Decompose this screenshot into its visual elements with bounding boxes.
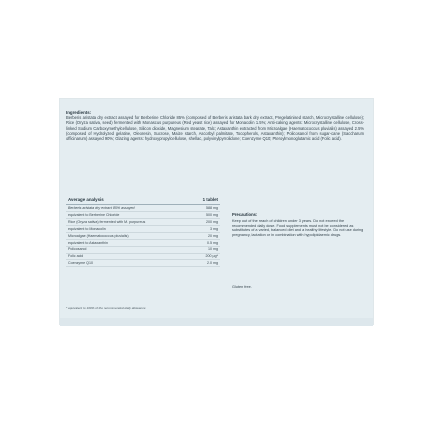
- precautions-title: Precautions:: [232, 212, 258, 217]
- analysis-footnote: * equivalent to 100% of the recommended daily allowance: [66, 306, 146, 310]
- table-row: [66, 253, 220, 260]
- row-name: Berberis aristata dry extract 85% assayed: [66, 205, 194, 212]
- table-row: [66, 260, 220, 267]
- row-name: Folic acid: [66, 253, 194, 260]
- table-row: [66, 212, 220, 219]
- ingredients-text: Berberis aristata dry extract assayed for Berberine Chloride 85% (composed of Berberis aristata bark dry extract, Pregelatinised starch, Microcrystalline cellulose); Rice (Oryza sativa, seed) fermented with Monascus purpureus (Red yeast rice) assayed for Monacolin 1.5%; Anti-caking agents: Microcrystalline cellulose, Cross-linked Sodium Carboxymethylcellulose, Silicon dioxide, Magnesium stearate, Talc; Astaxanthin extracted from Microalgae (Haematococcus pluvialis) assayed 2.5% (composed of Hydrolyzed gelatine, Oleoresin, Sucrose, Maize starch, Ascorbyl palmitate, Tocopherols, Astaxanthin); Policosanol from sugar-cane (Saccharum officinarum) assayed 90%; Glazing agents: hydroxypropylcellulose, shellac, polyvinylpyrrolidone; Coenzyme Q10; Pteroylmonoglutamic acid (Folic acid).: [66, 115, 364, 142]
- label-panel-edge: [60, 318, 373, 326]
- ingredients-title: Ingredients:: [66, 110, 92, 115]
- row-qty: 500 mg: [194, 212, 220, 219]
- table-row: [66, 246, 220, 253]
- average-analysis-table: [66, 197, 220, 267]
- analysis-header-qty: 1 tablet: [194, 197, 220, 205]
- row-qty: 2.0 mg: [194, 260, 220, 267]
- row-name: equivalent to Monacolin: [66, 225, 194, 232]
- row-name: Policosanol: [66, 246, 194, 253]
- row-qty: 200 mg: [194, 219, 220, 226]
- table-header-row: [66, 197, 220, 205]
- row-name: equivalent to Astaxanthin: [66, 239, 194, 246]
- row-qty: 20 mg: [194, 232, 220, 239]
- table-row: [66, 225, 220, 232]
- row-qty: 200 µg*: [194, 253, 220, 260]
- row-name: Coenzyme Q10: [66, 260, 194, 267]
- gluten-free-note: Gluten free.: [232, 285, 252, 289]
- row-name: equivalent to Berberine Chloride: [66, 212, 194, 219]
- row-name: Rice (Oryza sativa) fermented with M. purpureus: [66, 219, 194, 226]
- row-qty: 3 mg: [194, 225, 220, 232]
- row-qty: 10 mg: [194, 246, 220, 253]
- row-qty: 588 mg: [194, 205, 220, 212]
- row-name: Microalgae (Haematococcus pluvialis): [66, 232, 194, 239]
- table-row: [66, 239, 220, 246]
- table-row: [66, 205, 220, 212]
- row-qty: 0.5 mg: [194, 239, 220, 246]
- precautions-text: Keep out of the reach of children under 3 years. Do not exceed the recommended daily dose. Food supplements must not be considered as substitutes of a varied, balanced diet and a healthy lifestyle. Do not use during pregnancy, lactation or in combination with hypolipidaemic drugs.: [232, 219, 364, 237]
- table-row: [66, 232, 220, 239]
- table-row: [66, 219, 220, 226]
- analysis-header-name: Average analysis: [66, 197, 194, 205]
